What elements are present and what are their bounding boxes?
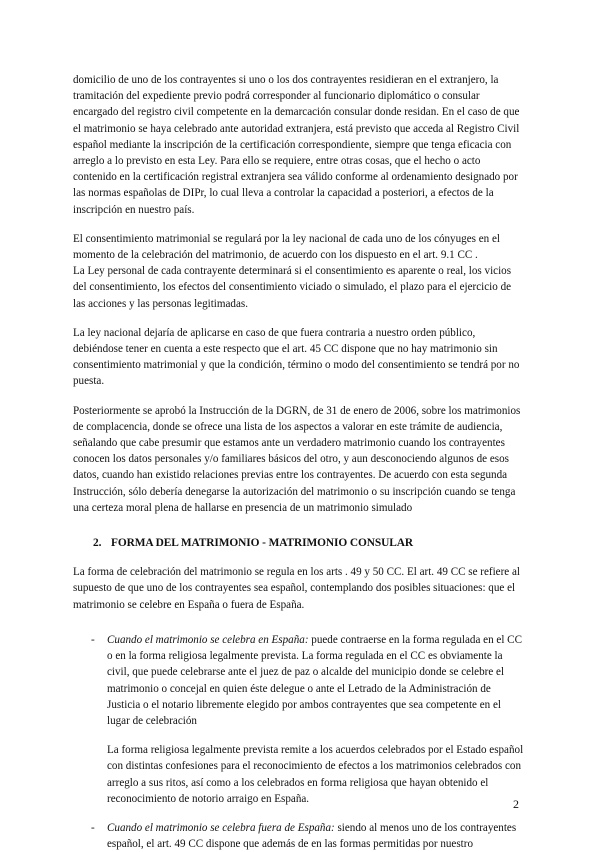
list-item-subparagraph: La forma religiosa legalmente prevista remite a los acuerdos celebrados por el Estado español con distintas confesiones para el reconocimiento de efectos a los matrimonios celebrados con arreglo a sus ritos, así como a los celebrados en forma religiosa que hayan obtenido el reconocimiento de notorio arraigo en España. — [107, 744, 524, 805]
list-item — [73, 632, 525, 729]
list-dash: - — [91, 821, 95, 834]
list-item — [73, 820, 525, 852]
section-number: 2. — [93, 537, 102, 550]
paragraph-forma-celebracion: La forma de celebración del matrimonio se regula en los arts . 49 y 50 CC. El art. 49 CC se refiere al supuesto de que uno de los contrayentes sea español, contemplando dos posibles situaciones: que el matrimonio se celebre en España o fuera de España. — [73, 566, 520, 611]
list-item-text: puede contraerse en la forma regulada en el CC o en la forma religiosa legalmente prevista. La forma regulada en el CC es obviamente la civil, que puede celebrarse ante el juez de paz o alcalde del municipio donde se celebre el matrimonio o concejal en quien éste delegue o ante el Letrado de la Administración de Justicia o el notario libremente elegido por ambos contrayentes que sea competente en el lugar de celebración — [107, 633, 522, 727]
list-item-title: Cuando el matrimonio se celebra en España: — [107, 633, 309, 646]
list-item-text: siendo al menos uno de los contrayentes español, el art. 49 CC dispone que además de en las formas permitidas por nuestro — [107, 821, 517, 851]
page-body — [73, 72, 525, 852]
section-heading — [73, 535, 525, 551]
paragraph-orden-publico: La ley nacional dejaría de aplicarse en caso de que fuera contraria a nuestro orden público, debiéndose tener en cuenta a este respecto que el art. 45 CC dispone que no hay matrimonio sin consentimiento matrimonial y que la condición, término o modo del consentimiento se tendrá por no puesta. — [73, 326, 520, 388]
paragraph-ley-personal: La Ley personal de cada contrayente determinará si el consentimiento es aparente o real, los vicios del consentimiento, los efectos del consentimiento viciado o simulado, el plazo para el ejercicio de las acciones y las personas legitimadas. — [73, 265, 512, 310]
paragraph-registro-civil: domicilio de uno de los contrayentes si uno o los dos contrayentes residieran en el extranjero, la tramitación del expediente previo podrá corresponder al funcionario diplomático o consular encargado del registro civil competente en la demarcación consular donde residan. En el caso de que el matrimonio se haya celebrado ante autoridad extranjera, está previsto que acceda al Registro Civil español mediante la inscripción de la certificación correspondiente, siempre que tenga eficacia con arreglo a lo previsto en esta Ley. Para ello se requiere, entre otras cosas, que el hecho o acto contenido en la certificación registral extranjera sea válido conforme al ordenamiento designado por las normas españolas de DIPr, lo cual lleva a controlar la capacidad a posteriori, a efectos de la inscripción en nuestro país. — [73, 74, 520, 216]
paragraph-instruccion-dgrn: Posteriormente se aprobó la Instrucción de la DGRN, de 31 de enero de 2006, sobre los matrimonios de complacencia, donde se ofrece una lista de los aspectos a valorar en este trámite de audiencia, señalando que cabe presumir que estamos ante un verdadero matrimonio cuando los contrayentes conocen los datos personales y/o familiares básicos del otro, y aun desconociendo algunos de esos datos, cuando han existido relaciones previas entre los contrayentes. De acuerdo con esta segunda Instrucción, sólo debería denegarse la autorización del matrimonio o su inscripción cuando se tenga una certeza moral plena de hallarse en presencia de un matrimonio simulado — [73, 404, 521, 514]
section-title: FORMA DEL MATRIMONIO - MATRIMONIO CONSULAR — [111, 537, 413, 550]
page-number: 2 — [513, 797, 519, 811]
paragraph-consentimiento: El consentimiento matrimonial se regulará por la ley nacional de cada uno de los cónyuges en el momento de la celebración del matrimonio, de acuerdo con los dispuesto en el art. 9.1 CC . — [73, 232, 500, 262]
list-item-title: Cuando el matrimonio se celebra fuera de España: — [107, 821, 335, 834]
list-dash: - — [91, 633, 95, 646]
